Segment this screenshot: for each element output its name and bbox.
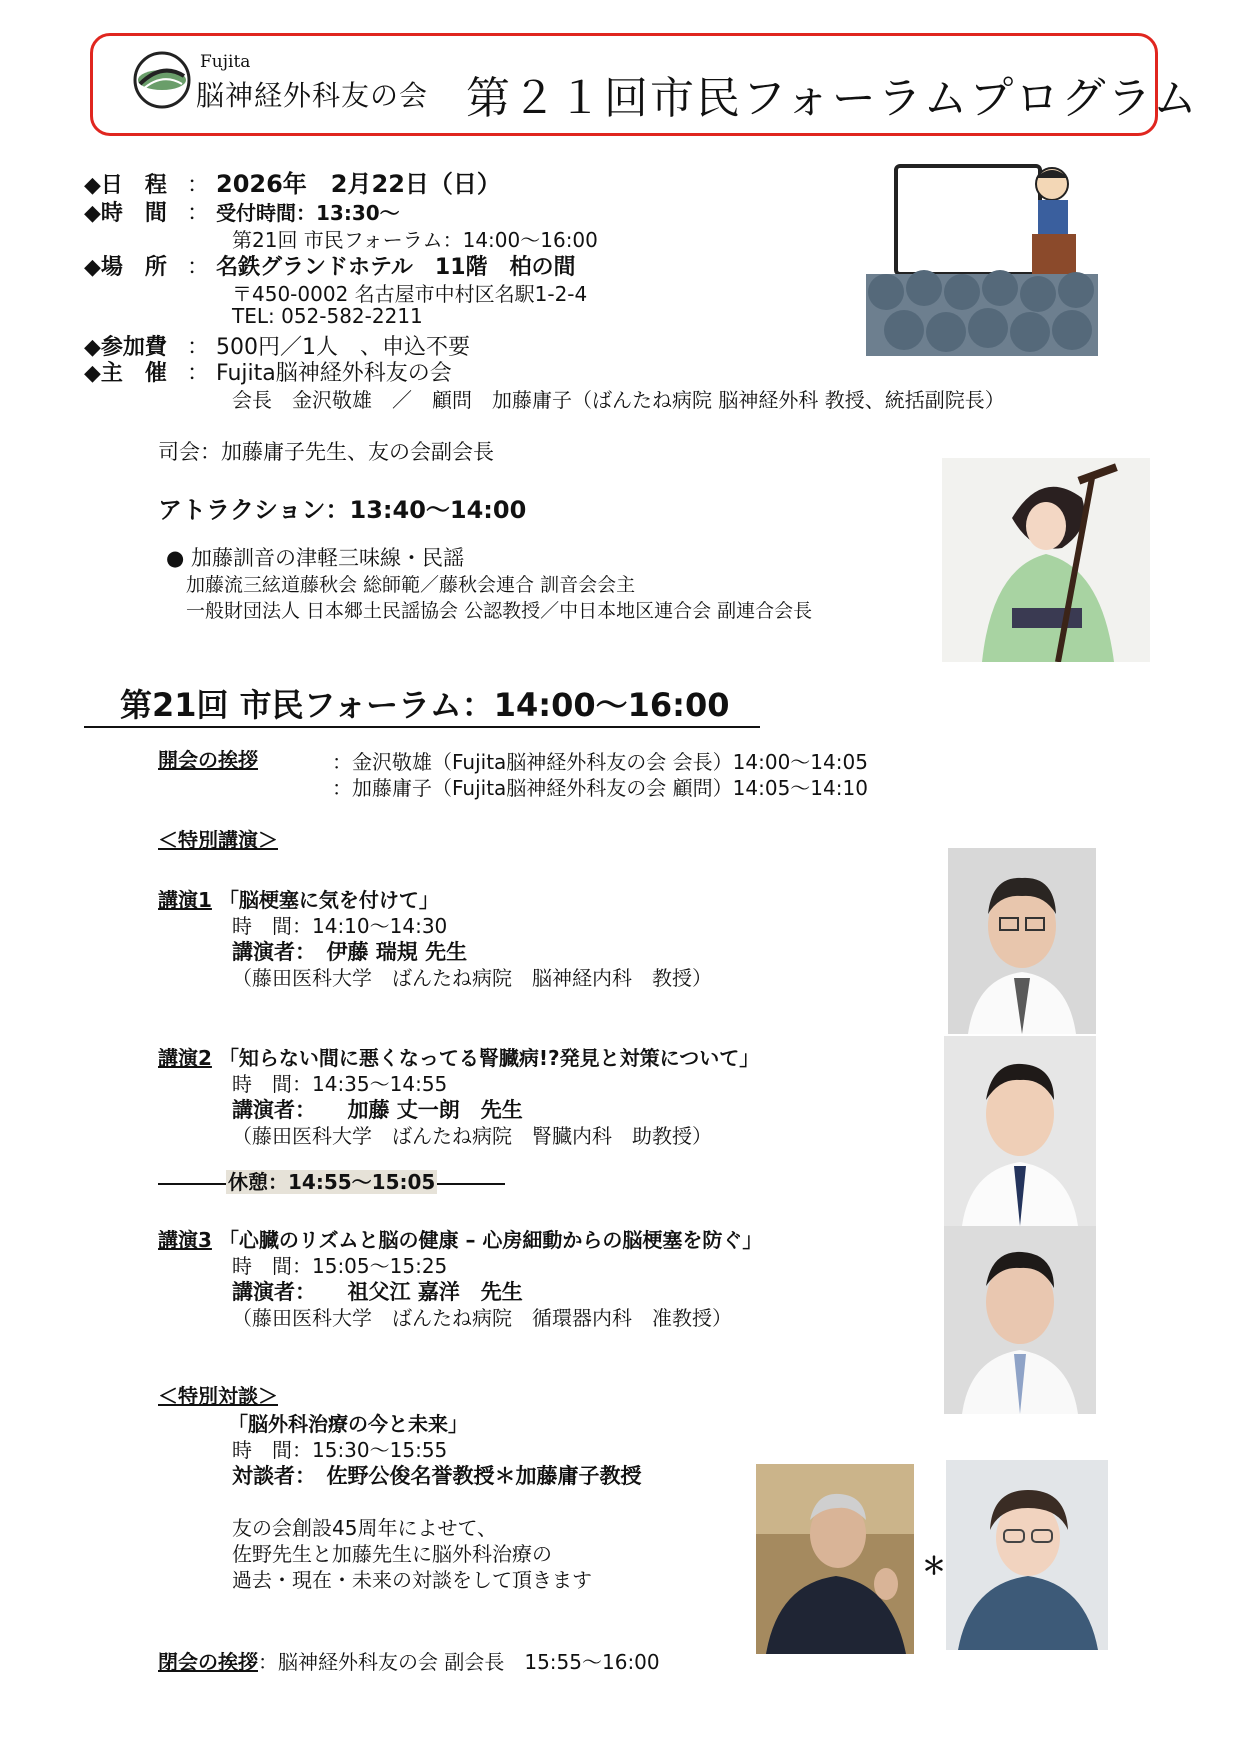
date-row [84, 164, 501, 199]
closing-text: ：脳神経外科友の会 副会長 15:55～16:00 [258, 1650, 660, 1674]
opening-line1: ：金沢敬雄（Fujita脳神経外科友の会 会長）14:00～14:05 [332, 750, 868, 774]
special-lecture-heading: ＜特別講演＞ [158, 828, 278, 852]
attraction-item: ● 加藤訓音の津軽三味線・民謡 [166, 546, 464, 570]
speaker-2-photo [944, 1036, 1096, 1226]
logo-emblem-icon [132, 50, 192, 114]
opening-label: 開会の挨拶 [158, 748, 258, 772]
time-reception: 受付時間：13:30～ [216, 201, 400, 225]
fee-label: ◆参加費 [84, 335, 167, 360]
lecture-affiliation: （藤田医科大学 ばんたね病院 循環器内科 准教授） [232, 1306, 732, 1330]
colon: ： [186, 361, 209, 386]
speaker-1-photo [948, 848, 1096, 1034]
opening-line2: ：加藤庸子（Fujita脳神経外科友の会 顧問）14:05～14:10 [332, 776, 868, 800]
host-value: Fujita脳神経外科友の会 [216, 361, 452, 386]
attraction-title: アトラクション：13:40～14:00 [158, 496, 527, 524]
lecture-affiliation: （藤田医科大学 ばんたね病院 脳神経内科 教授） [232, 966, 712, 990]
attraction-line1: 加藤流三絃道藤秋会 総師範／藤秋会連合 訓音会会主 [186, 574, 636, 596]
lecture-affiliation: （藤田医科大学 ばんたね病院 腎臓内科 助教授） [232, 1124, 712, 1148]
lecture-time: 時 間：14:35～14:55 [232, 1072, 448, 1096]
lecture-label: 講演2 [158, 1046, 212, 1070]
lecture-illustration [866, 162, 1098, 356]
break-line-left [158, 1183, 226, 1185]
speaker-3-photo [944, 1226, 1096, 1414]
host-officers: 会長 金沢敬雄 ／ 顧問 加藤庸子（ばんたね病院 脳神経外科 教授、統括副院長） [232, 388, 1005, 412]
attraction-line2: 一般財団法人 日本郷土民謡協会 公認教授／中日本地区連合会 副連合会長 [186, 600, 813, 622]
performer-photo [942, 458, 1150, 662]
lecture-2-header [158, 1042, 759, 1071]
logo-text-jp: 脳神経外科友の会 [196, 79, 429, 112]
dialogue-speakers: 対談者： 佐野公俊名誉教授＊加藤庸子教授 [232, 1464, 642, 1488]
lecture-speaker: 講演者： 祖父江 嘉洋 先生 [232, 1280, 523, 1304]
lecture-speaker: 講演者： 加藤 丈一朗 先生 [232, 1098, 523, 1122]
time-label: ◆時 間 [84, 201, 167, 226]
host-row [84, 356, 452, 387]
fee-value: 500円／1人 、申込不要 [216, 335, 470, 360]
dialogue-photo-sano [756, 1464, 914, 1654]
dialogue-desc-3: 過去・現在・未来の対談をして頂きます [232, 1568, 592, 1592]
time-forum: 第21回 市民フォーラム：14:00～16:00 [232, 228, 598, 252]
forum-title: 第21回 市民フォーラム：14:00～16:00 [84, 680, 760, 728]
lecture-title: 「心臓のリズムと脳の健康 – 心房細動からの脳梗塞を防ぐ」 [218, 1228, 763, 1252]
break-row [158, 1166, 505, 1195]
place-label: ◆場 所 [84, 255, 167, 280]
dialogue-desc-1: 友の会創設45周年によせて、 [232, 1516, 498, 1540]
colon: ： [186, 255, 209, 280]
lecture-time: 時 間：15:05～15:25 [232, 1254, 448, 1278]
logo-text-en: Fujita [200, 52, 251, 72]
dialogue-heading: ＜特別対談＞ [158, 1384, 278, 1408]
dialogue-time: 時 間：15:30～15:55 [232, 1438, 448, 1462]
lecture-label: 講演3 [158, 1228, 212, 1252]
lecture-speaker: 講演者： 伊藤 瑞規 先生 [232, 940, 468, 964]
date-value: 2026年 2月22日（日） [216, 170, 501, 198]
lecture-time: 時 間：14:10～14:30 [232, 914, 448, 938]
lecture-label: 講演1 [158, 888, 212, 912]
lecture-3-header [158, 1224, 762, 1253]
lecture-1-header [158, 884, 439, 913]
lecture-title: 「知らない間に悪くなってる腎臓病!?発見と対策について」 [218, 1046, 760, 1070]
colon: ： [186, 201, 209, 226]
colon: ： [186, 173, 209, 198]
place-tel: TEL: 052-582-2211 [232, 304, 423, 328]
page-title: 第２１回市民フォーラムプログラム [466, 73, 1199, 124]
date-label: ◆日 程 [84, 173, 167, 198]
time-row [84, 196, 400, 227]
break-text: 休憩：14:55～15:05 [228, 1170, 436, 1194]
colon: ： [186, 335, 209, 360]
host-label: ◆主 催 [84, 361, 167, 386]
place-row [84, 250, 576, 281]
dialogue-asterisk: ＊ [922, 1552, 946, 1580]
mc-text: 司会：加藤庸子先生、友の会副会長 [158, 440, 494, 464]
lecture-title: 「脳梗塞に気を付けて」 [218, 888, 439, 912]
dialogue-desc-2: 佐野先生と加藤先生に脳外科治療の [232, 1542, 552, 1566]
place-name: 名鉄グランドホテル 11階 柏の間 [216, 255, 576, 280]
break-line-right [437, 1183, 505, 1185]
dialogue-photo-kato [946, 1460, 1108, 1650]
closing-row [158, 1646, 660, 1675]
dialogue-title: 「脳外科治療の今と未来」 [228, 1412, 468, 1436]
closing-label: 閉会の挨拶 [158, 1650, 258, 1674]
place-address: 〒450-0002 名古屋市中村区名駅1-2-4 [232, 282, 588, 306]
